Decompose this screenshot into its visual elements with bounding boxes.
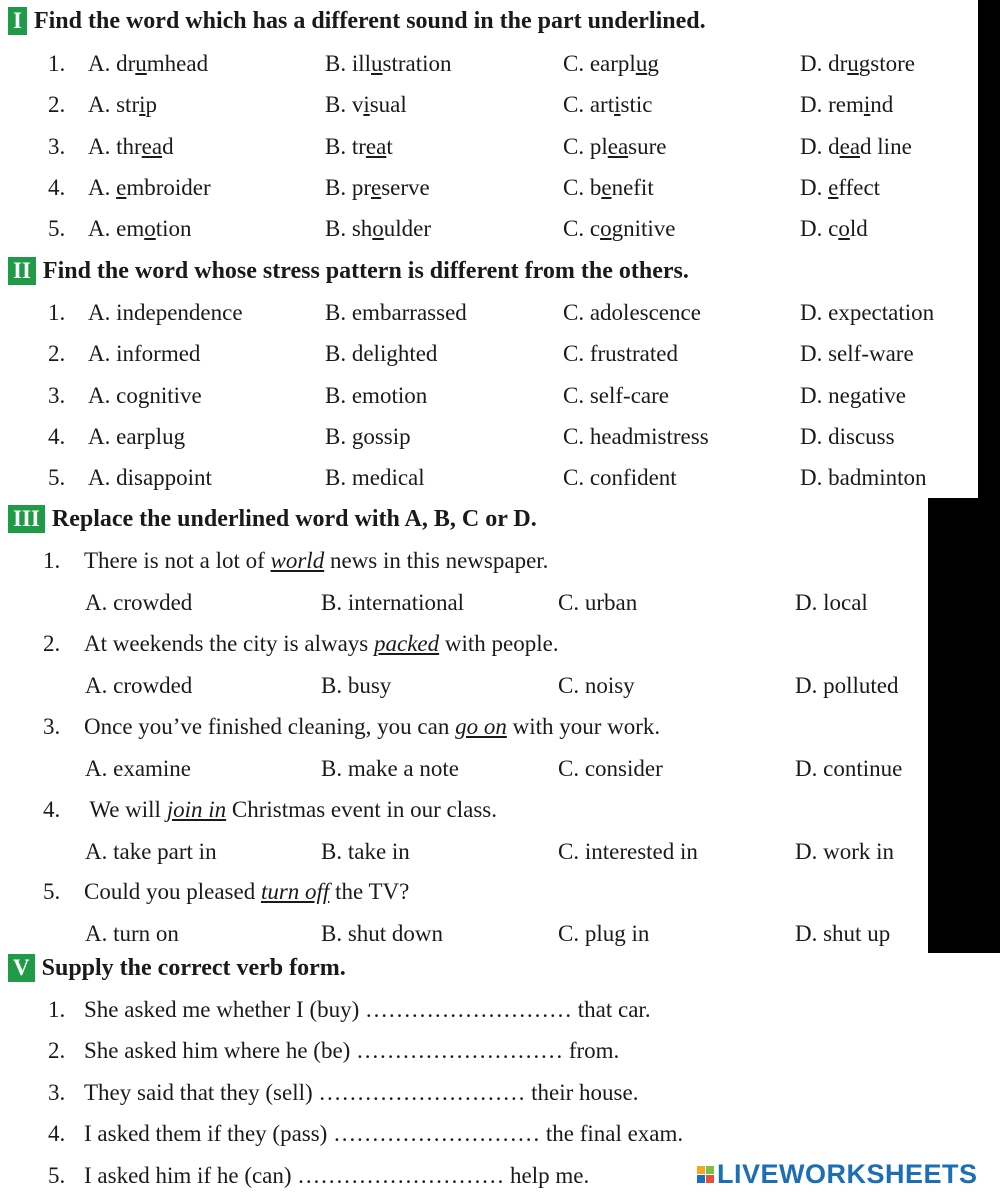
option-text: serve bbox=[381, 175, 430, 200]
option-text: tion bbox=[155, 216, 192, 241]
question-number: 4. bbox=[48, 424, 66, 449]
text-after: Christmas event in our class. bbox=[226, 797, 497, 822]
underlined-part: ea bbox=[365, 134, 387, 159]
answer-options bbox=[0, 919, 1000, 949]
answer-option-b[interactable]: B. gossip bbox=[325, 424, 411, 449]
answer-option-a[interactable]: A. turn on bbox=[85, 921, 179, 946]
text-before: At weekends the city is always bbox=[84, 631, 374, 656]
underlined-part: e bbox=[828, 175, 839, 200]
answer-option-b[interactable]: B. embarrassed bbox=[325, 300, 467, 325]
question-number: 3. bbox=[43, 714, 61, 739]
underlined-part: u bbox=[371, 51, 383, 76]
answer-option-d[interactable] bbox=[800, 214, 868, 244]
question-number: 5. bbox=[48, 465, 66, 490]
answer-option-b[interactable] bbox=[325, 49, 452, 79]
option-text: B. pr bbox=[325, 175, 371, 200]
answer-option-b[interactable]: B. busy bbox=[321, 673, 392, 698]
text-after: the TV? bbox=[329, 879, 410, 904]
underlined-word: join in bbox=[166, 797, 227, 822]
option-text: C. b bbox=[563, 175, 602, 200]
question-row bbox=[0, 90, 1000, 120]
answer-option-d[interactable]: D. continue bbox=[795, 756, 903, 781]
answer-option-b[interactable]: B. take in bbox=[321, 839, 410, 864]
question-number: 2. bbox=[48, 92, 66, 117]
underlined-part: ea bbox=[607, 134, 629, 159]
question-number: 3. bbox=[48, 134, 66, 159]
answer-option-c[interactable]: C. headmistress bbox=[563, 424, 709, 449]
answer-option-b[interactable] bbox=[325, 90, 407, 120]
text-before: Could you pleased bbox=[84, 879, 261, 904]
option-text: stration bbox=[382, 51, 452, 76]
option-text: D. dr bbox=[800, 51, 848, 76]
section-3-heading bbox=[8, 503, 537, 535]
answer-option-c[interactable]: C. noisy bbox=[558, 673, 635, 698]
question-number: 1. bbox=[48, 300, 66, 325]
text-before: Once you’ve finished cleaning, you can bbox=[84, 714, 456, 739]
question-row bbox=[0, 298, 1000, 328]
exercise-text[interactable]: I asked him if he (can) ……………………… help me. bbox=[84, 1163, 590, 1188]
answer-options bbox=[0, 754, 1000, 784]
answer-options bbox=[0, 671, 1000, 701]
question-number: 3. bbox=[48, 1080, 66, 1105]
underlined-part: u bbox=[847, 51, 859, 76]
answer-option-a[interactable]: A. disappoint bbox=[88, 465, 212, 490]
answer-option-c[interactable]: C. consider bbox=[558, 756, 663, 781]
answer-option-c[interactable]: C. confident bbox=[563, 465, 677, 490]
question-stem bbox=[0, 795, 1000, 825]
underlined-part: i bbox=[614, 92, 621, 117]
answer-option-c[interactable] bbox=[563, 173, 654, 203]
option-text: D. bbox=[800, 175, 829, 200]
text-after: with your work. bbox=[506, 714, 661, 739]
answer-option-d[interactable] bbox=[800, 49, 915, 79]
text-after: news in this newspaper. bbox=[324, 548, 549, 573]
answer-option-c[interactable] bbox=[563, 214, 675, 244]
answer-option-b[interactable] bbox=[325, 173, 430, 203]
answer-option-d[interactable]: D. polluted bbox=[795, 673, 899, 698]
underlined-part: o bbox=[838, 216, 850, 241]
answer-option-b[interactable]: B. delighted bbox=[325, 341, 438, 366]
underlined-word: go on bbox=[455, 714, 507, 739]
question-text bbox=[84, 712, 660, 742]
section-title: Find the word whose stress pattern is different from the others. bbox=[42, 257, 689, 284]
option-text: C. c bbox=[563, 216, 601, 241]
text-after: with people. bbox=[439, 631, 559, 656]
question-number: 5. bbox=[43, 879, 61, 904]
question-text bbox=[84, 629, 559, 659]
option-text: C. pl bbox=[563, 134, 608, 159]
underlined-part: e bbox=[116, 175, 127, 200]
section-title: Find the word which has a different sound in the part underlined. bbox=[33, 7, 706, 34]
question-number: 2. bbox=[43, 631, 61, 656]
underlined-word: turn off bbox=[260, 879, 330, 904]
answer-options bbox=[0, 588, 1000, 618]
answer-option-a[interactable]: A. crowded bbox=[85, 590, 193, 615]
section-badge: II bbox=[8, 257, 36, 285]
underlined-word: packed bbox=[373, 631, 440, 656]
answer-option-c[interactable] bbox=[563, 49, 659, 79]
answer-option-d[interactable]: D. work in bbox=[795, 839, 895, 864]
exercise-item bbox=[0, 1078, 690, 1108]
section-5-heading bbox=[8, 952, 346, 984]
option-text: sual bbox=[369, 92, 407, 117]
option-text: A. thr bbox=[88, 134, 142, 159]
answer-option-a[interactable]: A. informed bbox=[88, 341, 201, 366]
option-text: stic bbox=[620, 92, 653, 117]
exercise-item bbox=[0, 1161, 690, 1191]
option-text: ulder bbox=[383, 216, 432, 241]
option-text: ld bbox=[849, 216, 868, 241]
question-row bbox=[0, 339, 1000, 369]
answer-option-d[interactable]: D. self-ware bbox=[800, 341, 914, 366]
answer-option-d[interactable]: D. negative bbox=[800, 383, 907, 408]
question-row bbox=[0, 463, 1000, 493]
option-text: A. dr bbox=[88, 51, 136, 76]
liveworksheets-logo-icon bbox=[697, 1166, 714, 1183]
option-text: A. bbox=[88, 175, 117, 200]
answer-option-a[interactable] bbox=[88, 90, 157, 120]
question-text bbox=[84, 877, 409, 907]
question-number: 2. bbox=[48, 1038, 66, 1063]
answer-option-d[interactable] bbox=[800, 90, 893, 120]
question-number: 1. bbox=[48, 997, 66, 1022]
answer-option-a[interactable] bbox=[88, 214, 192, 244]
underlined-part: e bbox=[601, 175, 612, 200]
question-number: 4. bbox=[48, 175, 66, 200]
answer-option-d[interactable]: D. shut up bbox=[795, 921, 891, 946]
option-text: B. sh bbox=[325, 216, 373, 241]
question-number: 5. bbox=[48, 1163, 66, 1188]
answer-option-c[interactable]: C. urban bbox=[558, 590, 638, 615]
answer-option-b[interactable]: B. medical bbox=[325, 465, 425, 490]
question-text bbox=[84, 795, 497, 825]
underlined-part: u bbox=[135, 51, 147, 76]
option-text: gstore bbox=[858, 51, 915, 76]
exercise-text[interactable]: She asked me whether I (buy) ……………………… that car. bbox=[84, 997, 651, 1022]
answer-option-a[interactable]: A. cognitive bbox=[88, 383, 202, 408]
answer-option-c[interactable]: C. frustrated bbox=[563, 341, 678, 366]
answer-option-d[interactable]: D. discuss bbox=[800, 424, 895, 449]
answer-option-c[interactable]: C. self-care bbox=[563, 383, 669, 408]
answer-option-a[interactable]: A. earplug bbox=[88, 424, 186, 449]
question-stem bbox=[0, 877, 1000, 907]
question-number: 2. bbox=[48, 341, 66, 366]
question-number: 5. bbox=[48, 216, 66, 241]
answer-option-a[interactable]: A. examine bbox=[85, 756, 192, 781]
answer-option-c[interactable]: C. interested in bbox=[558, 839, 698, 864]
question-row bbox=[0, 132, 1000, 162]
option-text: A. str bbox=[88, 92, 140, 117]
option-text: D. rem bbox=[800, 92, 864, 117]
question-number: 4. bbox=[48, 1121, 66, 1146]
underlined-word: world bbox=[270, 548, 325, 573]
answer-option-b[interactable] bbox=[325, 132, 393, 162]
question-stem bbox=[0, 712, 1000, 742]
option-text: ffect bbox=[838, 175, 881, 200]
option-text: C. art bbox=[563, 92, 615, 117]
logo-text: LIVEWORKSHEETS bbox=[717, 1158, 978, 1189]
option-text: d line bbox=[860, 134, 912, 159]
exercise-text[interactable]: They said that they (sell) ……………………… their house. bbox=[84, 1080, 639, 1105]
underlined-part: i bbox=[863, 92, 871, 117]
section-title: Replace the underlined word with A, B, C or D. bbox=[51, 505, 537, 532]
section-badge: I bbox=[8, 7, 27, 35]
option-text: gnitive bbox=[611, 216, 676, 241]
option-text: p bbox=[145, 92, 158, 117]
option-text: g bbox=[647, 51, 659, 76]
option-text: mhead bbox=[146, 51, 209, 76]
option-text: D. c bbox=[800, 216, 839, 241]
question-number: 1. bbox=[43, 548, 61, 573]
answer-option-a[interactable]: A. independence bbox=[88, 300, 243, 325]
question-number: 4. bbox=[43, 797, 61, 822]
option-text: d bbox=[162, 134, 174, 159]
answer-option-d[interactable]: D. expectation bbox=[800, 300, 935, 325]
question-stem bbox=[0, 546, 1000, 576]
liveworksheets-logo bbox=[697, 1158, 978, 1190]
answer-option-a[interactable]: A. take part in bbox=[85, 839, 217, 864]
question-row bbox=[0, 381, 1000, 411]
option-text: A. em bbox=[88, 216, 145, 241]
question-number: 3. bbox=[48, 383, 66, 408]
section-badge: V bbox=[8, 954, 35, 982]
answer-option-c[interactable] bbox=[563, 132, 666, 162]
option-text: nd bbox=[870, 92, 894, 117]
section-badge: III bbox=[8, 505, 45, 533]
question-row bbox=[0, 422, 1000, 452]
underlined-part: ea bbox=[839, 134, 861, 159]
exercise-text[interactable]: She asked him where he (be) ……………………… from. bbox=[84, 1038, 620, 1063]
question-row bbox=[0, 214, 1000, 244]
question-stem bbox=[0, 629, 1000, 659]
option-text: t bbox=[386, 134, 393, 159]
underlined-part: e bbox=[371, 175, 382, 200]
text-before: There is not a lot of bbox=[84, 548, 271, 573]
underlined-part: o bbox=[600, 216, 612, 241]
text-before: We will bbox=[84, 797, 167, 822]
answer-option-b[interactable]: B. make a note bbox=[321, 756, 459, 781]
option-text: B. ill bbox=[325, 51, 372, 76]
question-text bbox=[84, 546, 548, 576]
answer-option-a[interactable]: A. crowded bbox=[85, 673, 193, 698]
section-2-heading bbox=[8, 255, 689, 287]
option-text: D. d bbox=[800, 134, 840, 159]
answer-option-d[interactable] bbox=[800, 173, 880, 203]
question-number: 1. bbox=[48, 51, 66, 76]
answer-option-c[interactable]: C. plug in bbox=[558, 921, 650, 946]
answer-option-d[interactable] bbox=[800, 132, 912, 162]
answer-option-b[interactable]: B. emotion bbox=[325, 383, 428, 408]
exercise-item bbox=[0, 995, 690, 1025]
option-text: B. v bbox=[325, 92, 364, 117]
answer-option-a[interactable] bbox=[88, 132, 174, 162]
answer-option-b[interactable]: B. international bbox=[321, 590, 465, 615]
underlined-part: u bbox=[635, 51, 648, 76]
option-text: mbroider bbox=[126, 175, 211, 200]
underlined-part: i bbox=[363, 92, 370, 117]
answer-option-d[interactable]: D. local bbox=[795, 590, 868, 615]
answer-option-b[interactable]: B. shut down bbox=[321, 921, 444, 946]
section-1-heading bbox=[8, 5, 706, 37]
underlined-part: i bbox=[139, 92, 146, 117]
exercise-item bbox=[0, 1036, 690, 1066]
underlined-part: o bbox=[144, 216, 156, 241]
exercise-text[interactable]: I asked them if they (pass) ……………………… the final exam. bbox=[84, 1121, 684, 1146]
option-text: C. earpl bbox=[563, 51, 636, 76]
answer-option-c[interactable] bbox=[563, 90, 652, 120]
option-text: B. tr bbox=[325, 134, 366, 159]
question-row bbox=[0, 49, 1000, 79]
option-text: sure bbox=[628, 134, 667, 159]
answer-option-d[interactable]: D. badminton bbox=[800, 465, 927, 490]
underlined-part: ea bbox=[141, 134, 163, 159]
option-text: nefit bbox=[611, 175, 654, 200]
answer-options bbox=[0, 837, 1000, 867]
exercise-item bbox=[0, 1119, 690, 1149]
answer-option-a[interactable] bbox=[88, 173, 211, 203]
section-title: Supply the correct verb form. bbox=[41, 954, 346, 981]
answer-option-c[interactable]: C. adolescence bbox=[563, 300, 701, 325]
answer-option-b[interactable] bbox=[325, 214, 431, 244]
question-row bbox=[0, 173, 1000, 203]
underlined-part: o bbox=[372, 216, 384, 241]
answer-option-a[interactable] bbox=[88, 49, 208, 79]
